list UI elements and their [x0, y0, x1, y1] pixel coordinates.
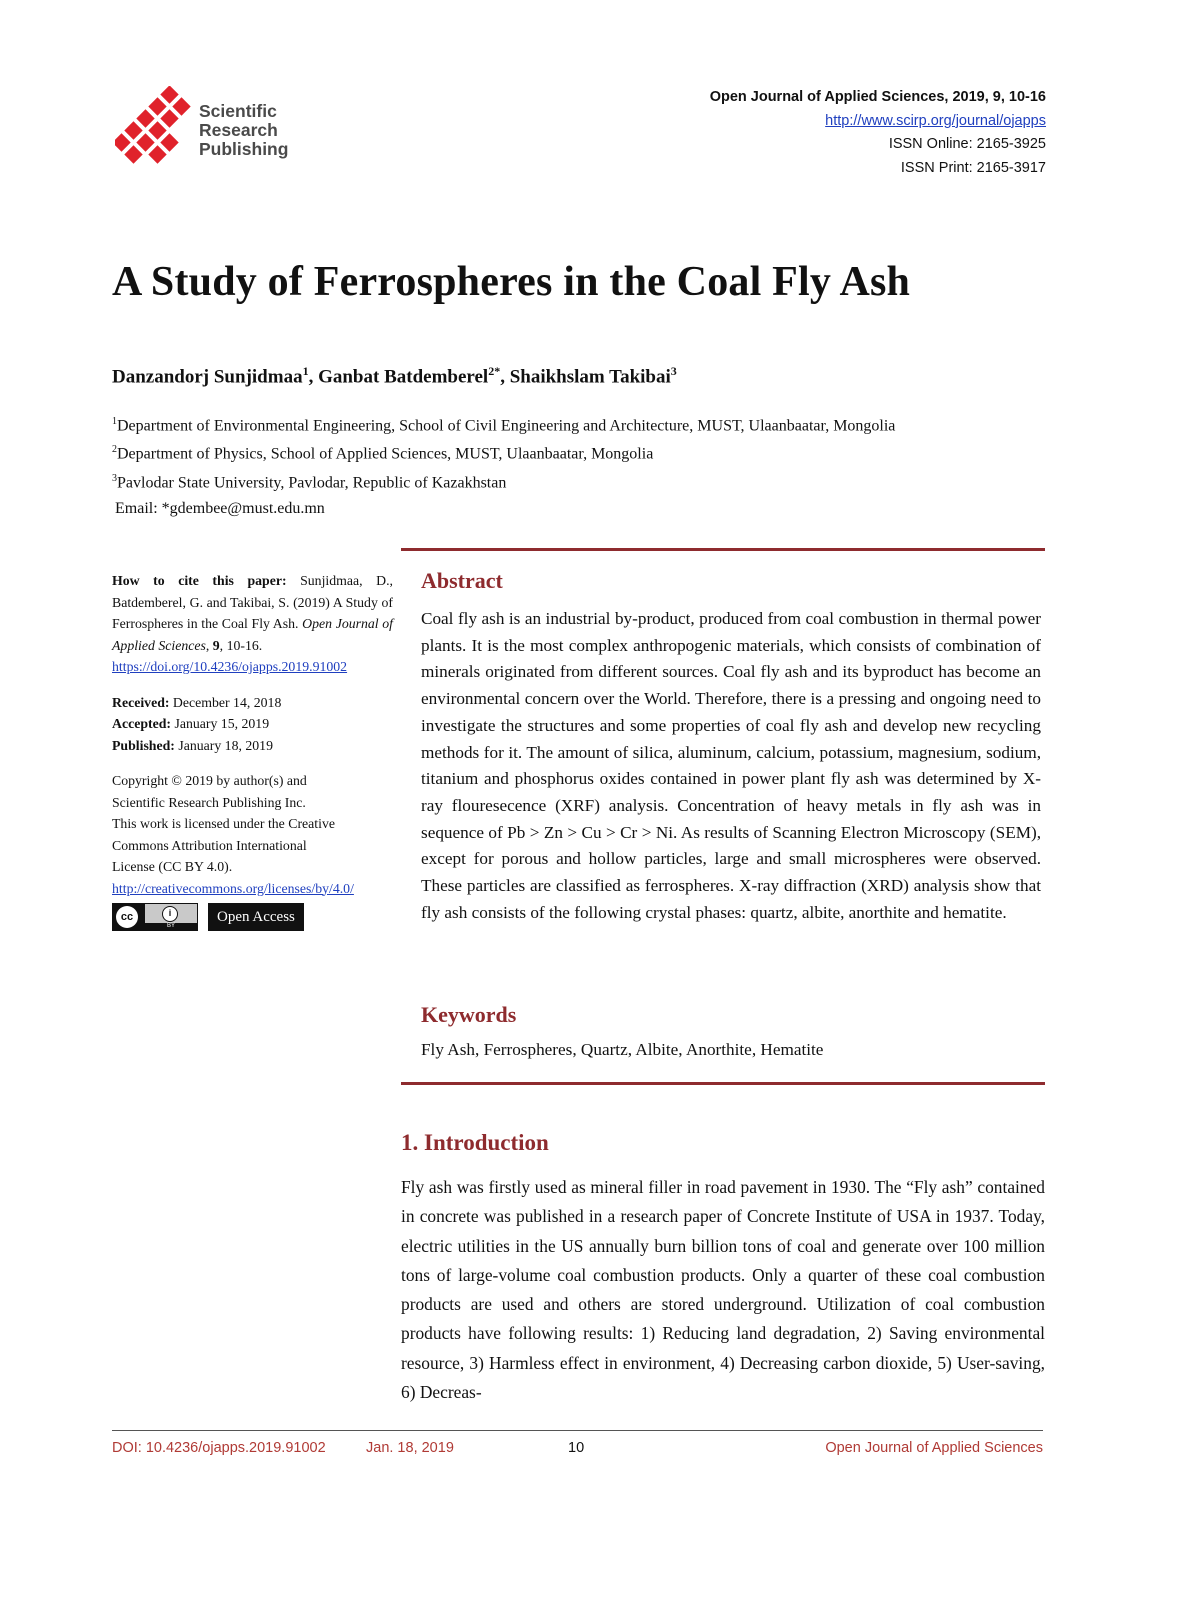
logo-line: Publishing [199, 139, 289, 159]
accepted-value: January 15, 2019 [174, 716, 270, 731]
logo-line: Scientific [199, 101, 277, 121]
cite-volume: 9 [212, 637, 220, 653]
copyright-line: Scientific Research Publishing Inc. [112, 794, 306, 810]
author-list [112, 364, 677, 388]
abstract-top-rule [401, 548, 1045, 551]
cite-label: How to cite this paper: [112, 573, 287, 588]
author-name: Danzandorj Sunjidmaa [112, 366, 303, 388]
footer-date: Jan. 18, 2019 [366, 1440, 454, 1456]
footer-journal: Open Journal of Applied Sciences [825, 1440, 1043, 1456]
publisher-logo [115, 86, 315, 174]
journal-info [710, 86, 1046, 180]
received-label: Received: [112, 694, 170, 710]
footer-doi: DOI: 10.4236/ojapps.2019.91002 [112, 1440, 326, 1456]
author-name: Shaikhslam Takibai [509, 366, 671, 388]
license-link[interactable]: http://creativecommons.org/licenses/by/4.0/ [112, 880, 354, 896]
keywords-text: Fly Ash, Ferrospheres, Quartz, Albite, Anorthite, Hematite [421, 1040, 824, 1059]
keywords-heading: Keywords [421, 1002, 517, 1027]
cite-doi-link[interactable]: https://doi.org/10.4236/ojapps.2019.91002 [112, 659, 348, 674]
copyright-notice [112, 770, 393, 899]
author-sup: 1 [302, 364, 309, 378]
affiliation-sup: 3 [112, 472, 117, 484]
published-label: Published: [112, 737, 175, 753]
page-number: 10 [568, 1440, 585, 1456]
cite-text: Sunjidmaa, D., Batdemberel, G. and Takibai, S. (2019) A Study of Ferrospheres in the Coal Fly Ash. [112, 573, 393, 631]
author-sep: , [500, 366, 510, 388]
affiliation-sup: 2 [112, 444, 117, 456]
cc-by-icon[interactable] [112, 903, 198, 931]
copyright-line: Copyright © 2019 by author(s) and [112, 773, 307, 788]
abstract-bottom-rule [401, 1082, 1045, 1085]
published-value: January 18, 2019 [178, 737, 273, 753]
abstract-heading: Abstract [421, 568, 503, 593]
page-footer [112, 1440, 1043, 1462]
issn-online: ISSN Online: 2165-3925 [888, 136, 1046, 152]
how-to-cite: How to cite this paper: Sunjidmaa, D., Batdemberel, G. and Takibai, S. (2019) A Study of Ferrospheres in the Coal Fly Ash. Open Journal of Applied Sciences, 9, 10-16. https://doi.org/10.4236/ojapps.2019.91002 [112, 573, 393, 674]
introduction-text: Fly ash was firstly used as mineral filler in road pavement in 1930. The “Fly ash” contained in concrete was published in a research paper of Concrete Institute of USA in 1937. Today, electric utilities in the US annually burn billion tons of coal and generate over 100 million tons of large-volume coal combustion products. Only a quarter of these coal combustion products are used and others are stored underground. Utilization of coal combustion products have following results: 1) Reducing land degradation, 2) Saving environmental resource, 3) Harmless effect in environment, 4) Decreasing carbon dioxide, 5) User-saving, 6) Decreas- [401, 1177, 1045, 1403]
accepted-date [112, 713, 393, 735]
issn-print: ISSN Print: 2165-3917 [900, 159, 1046, 176]
author-sup: 3 [670, 364, 677, 378]
by-panel [145, 904, 197, 930]
copyright-line: This work is licensed under the Creative [112, 816, 335, 831]
attribution-person-icon: i [162, 906, 178, 922]
published-date [112, 735, 393, 757]
received-date [112, 692, 393, 714]
by-label: BY [145, 923, 197, 930]
affiliation-item [112, 467, 895, 495]
author-sup: 2* [488, 364, 501, 378]
affiliation-text: Department of Physics, School of Applied Sciences, MUST, Ulaanbaatar, Mongolia [117, 445, 654, 463]
cite-pages: , 10-16. [219, 637, 263, 653]
journal-citation-line: Open Journal of Applied Sciences, 2019, 9, 10-16 [709, 89, 1046, 105]
copyright-line: License (CC BY 4.0). [112, 859, 233, 874]
affiliation-sup: 1 [112, 416, 117, 427]
article-sidebar [112, 570, 393, 931]
abstract-text: Coal fly ash is an industrial by-product, produced from coal combustion in thermal power plants. It is the most complex anthropogenic materials, which consists of combination of minerals originated from different sources. Coal fly ash and its byproduct has become an environmental concern over the World. Therefore, there is a pressing and ongoing need to investigate the structures and some properties of coal fly ash and develop new recycling methods for it. The amount of silica, aluminum, calcium, potassium, magnesium, sodium, titanium and phosphorus oxides contained in power plant fly ash was determined by X-ray flouresecence (XRF) analysis. Concentration of heavy metals in fly ash was in sequence of Pb > Zn > Cu > Cr > Ni. As results of Scanning Electron Microscopy (SEM), except for porous and hollow particles, large and small microspheres were observed. These particles are classified as ferrospheres. X-ray diffraction (XRD) analysis show that fly ash consists of the following crystal phases: quartz, albite, anorthite and hematite. [421, 609, 1041, 922]
license-badges [112, 903, 393, 931]
footer-rule [112, 1430, 1043, 1431]
affiliation-item [112, 410, 895, 438]
logo-line: Research [199, 120, 278, 140]
affiliation-item [112, 438, 895, 466]
received-value: December 14, 2018 [172, 694, 282, 710]
accepted-label: Accepted: [112, 716, 171, 731]
paper-title: A Study of Ferrospheres in the Coal Fly Ash [112, 259, 911, 305]
copyright-line: Commons Attribution International [112, 837, 307, 853]
introduction-heading: 1. Introduction [401, 1130, 549, 1155]
author-name: Ganbat Batdemberel [318, 366, 489, 388]
open-access-badge: Open Access [208, 903, 304, 931]
affiliations [112, 410, 895, 521]
affiliation-text: Pavlodar State University, Pavlodar, Republic of Kazakhstan [117, 473, 507, 491]
journal-url-link[interactable]: http://www.scirp.org/journal/ojapps [825, 112, 1046, 129]
logo-wordmark [199, 102, 288, 159]
correspondence-email: Email: *gdembee@must.edu.mn [115, 499, 325, 517]
author-sep: , [308, 366, 319, 388]
cite-journal: Open Journal of Applied Sciences [112, 616, 393, 653]
affiliation-text: Department of Environmental Engineering, School of Civil Engineering and Architecture, MUST, Ulaanbaatar, Mongolia [117, 417, 896, 435]
article-dates [112, 692, 393, 757]
scirp-logo-icon [115, 86, 193, 170]
cc-mark: cc [116, 906, 138, 928]
